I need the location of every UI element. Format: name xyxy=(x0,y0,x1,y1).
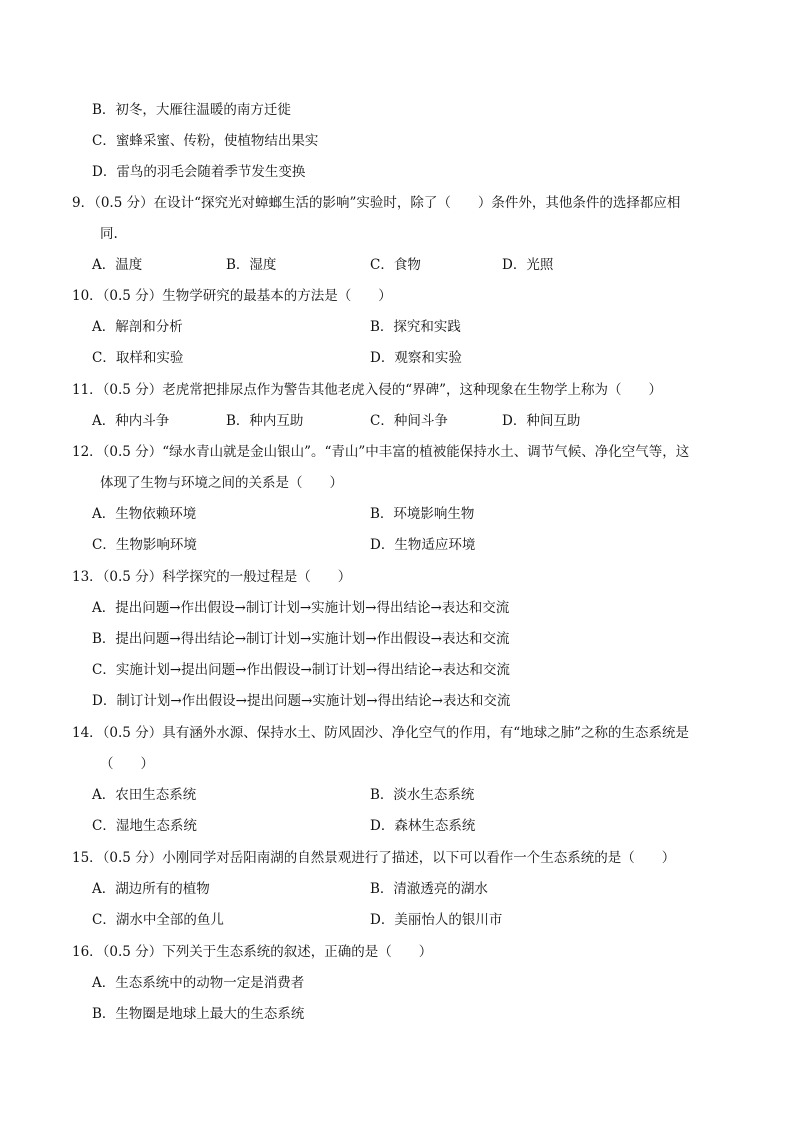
q13-option-c: C．实施计划→提出问题→作出假设→制订计划→得出结论→表达和交流 xyxy=(92,662,510,678)
q14-option-c: C．湿地生态系统 xyxy=(92,818,197,834)
q13-option-d: D．制订计划→作出假设→提出问题→实施计划→得出结论→表达和交流 xyxy=(92,693,511,709)
q9-stem-cont: 同. xyxy=(100,226,118,242)
q11-option-d: D．种间互助 xyxy=(502,413,581,429)
q8-option-b: B．初冬，大雁往温暖的南方迁徙 xyxy=(92,102,291,118)
q14-option-d: D．森林生态系统 xyxy=(370,818,476,834)
q14-stem-cont: （ ） xyxy=(100,756,154,772)
q10-stem: 10．（0.5 分）生物学研究的最基本的方法是（ ） xyxy=(72,288,392,304)
q12-stem-cont: 体现了生物与环境之间的关系是（ ） xyxy=(100,475,343,491)
q10-option-d: D．观察和实验 xyxy=(370,350,462,366)
q10-option-b: B．探究和实践 xyxy=(370,319,461,335)
q10-option-a: A．解剖和分析 xyxy=(92,319,183,335)
q14-option-b: B．淡水生态系统 xyxy=(370,787,475,803)
q12-option-a: A．生物依赖环境 xyxy=(92,506,197,522)
q11-option-c: C．种间斗争 xyxy=(370,413,448,429)
q16-option-a: A．生态系统中的动物一定是消费者 xyxy=(92,975,305,991)
q16-option-b: B．生物圈是地球上最大的生态系统 xyxy=(92,1006,305,1022)
q11-option-a: A．种内斗争 xyxy=(92,413,170,429)
q15-option-a: A．湖边所有的植物 xyxy=(92,881,210,897)
q15-stem: 15．（0.5 分）小刚同学对岳阳南湖的自然景观进行了描述，以下可以看作一个生态系统的是（ ） xyxy=(72,850,676,866)
q9-option-c: C．食物 xyxy=(370,257,421,273)
q11-option-b: B．种内互助 xyxy=(226,413,304,429)
q13-option-b: B．提出问题→得出结论→制订计划→实施计划→作出假设→表达和交流 xyxy=(92,631,510,647)
q13-option-a: A．提出问题→作出假设→制订计划→实施计划→得出结论→表达和交流 xyxy=(92,600,510,616)
q15-option-c: C．湖水中全部的鱼儿 xyxy=(92,912,224,928)
q9-option-b: B．湿度 xyxy=(226,257,277,273)
q14-option-a: A．农田生态系统 xyxy=(92,787,197,803)
q15-option-d: D．美丽怡人的银川市 xyxy=(370,912,503,928)
q16-stem: 16．（0.5 分）下列关于生态系统的叙述，正确的是（ ） xyxy=(72,944,433,960)
q9-option-d: D．光照 xyxy=(502,257,554,273)
q9-option-a: A．温度 xyxy=(92,257,143,273)
q10-option-c: C．取样和实验 xyxy=(92,350,184,366)
q8-option-d: D．雷鸟的羽毛会随着季节发生变换 xyxy=(92,164,306,180)
q12-option-d: D．生物适应环境 xyxy=(370,537,476,553)
q12-stem: 12．（0.5 分）“绿水青山就是金山银山”。“青山”中丰富的植被能保持水土、调节气候、净化空气等，这 xyxy=(72,444,690,460)
q12-option-b: B．环境影响生物 xyxy=(370,506,475,522)
q13-stem: 13．（0.5 分）科学探究的一般过程是（ ） xyxy=(72,569,352,585)
q15-option-b: B．清澈透亮的湖水 xyxy=(370,881,488,897)
q8-option-c: C．蜜蜂采蜜、传粉，使植物结出果实 xyxy=(92,133,319,149)
q14-stem: 14．（0.5 分）具有涵外水源、保持水土、防风固沙、净化空气的作用，有“地球之肺”之称的生态系统是 xyxy=(72,725,689,741)
q11-stem: 11．（0.5 分）老虎常把排尿点作为警告其他老虎入侵的“界碑”，这种现象在生物学上称为（ ） xyxy=(72,382,662,398)
q12-option-c: C．生物影响环境 xyxy=(92,537,197,553)
q9-stem: 9．（0.5 分）在设计“探究光对蟑螂生活的影响”实验时，除了（ ）条件外，其他条件的选择都应相 xyxy=(72,195,681,211)
